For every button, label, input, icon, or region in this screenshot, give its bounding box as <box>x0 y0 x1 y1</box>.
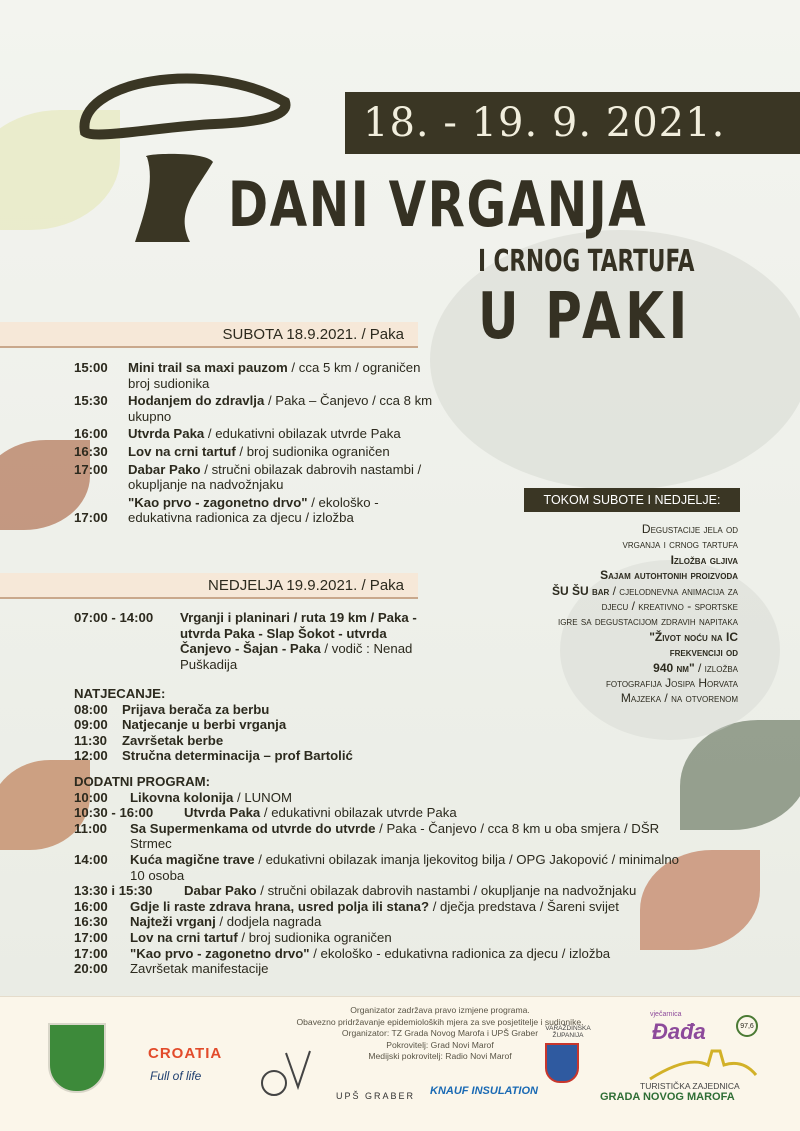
program-row: 20:00 Završetak manifestacije <box>74 961 269 977</box>
saturday-program <box>74 360 434 528</box>
both-days-line: fotografija Josipa Horvata <box>605 676 738 691</box>
footer-note-line: Pokrovitelj: Grad Novi Marof <box>386 1039 494 1050</box>
program-title: "Kao prvo - zagonetno drvo" <box>128 494 308 510</box>
program-title: Dabar Pako <box>128 461 201 477</box>
program-row: 17:00 Lov na crni tartuf / broj sudionika ograničen <box>74 929 392 945</box>
both-days-line: Izložba gljiva <box>670 552 738 567</box>
program-title: Hodanjem do zdravlja <box>128 393 265 409</box>
program-row <box>74 610 434 672</box>
extra-program-label: DODATNI PROGRAM: <box>74 774 211 789</box>
both-days-line: 940 nm" / izložba <box>653 660 738 675</box>
program-row: 14:00 Kuća magične trave / edukativni obilazak imanja ljekovitog bilja / OPG Jakopović / minimalno 10 osoba <box>74 851 680 883</box>
footer-note-line: Obavezno pridržavanje epidemioloških mjera za sve posjetitelje i sudionike. <box>296 1016 584 1027</box>
program-time: 16:00 <box>74 426 108 442</box>
both-days-line: vrganja i crnog tartufa <box>622 537 738 552</box>
program-time: 16:30 <box>74 914 108 930</box>
sunday-label: NEDJELJA 19.9.2021. / Paka <box>208 576 404 594</box>
program-row: 11:00 Sa Supermenkama od utvrde do utvrde / Paka - Čanjevo / cca 8 km u oba smjera / DŠR Strmec <box>74 820 660 852</box>
program-time: 17:00 <box>74 510 108 526</box>
program-time: 15:30 <box>74 393 108 409</box>
tz-subtitle: TURISTIČKA ZAJEDNICA <box>640 1081 740 1091</box>
footer <box>0 996 800 1131</box>
both-days-line: djecu / kreativno - sportske <box>601 599 738 614</box>
program-title: Mini trail sa maxi pauzom <box>128 360 288 375</box>
program-time: 11:00 <box>74 820 108 836</box>
saturday-header <box>0 322 418 348</box>
program-row: 17:00 "Kao prvo - zagonetno drvo" / ekološko - edukativna radionica za djecu / izložba <box>74 945 611 961</box>
program-time: 15:00 <box>74 360 108 375</box>
program-row <box>74 444 434 460</box>
dada-subtitle: vječarnica <box>650 1011 682 1018</box>
program-title: Utvrda Paka <box>128 426 205 442</box>
both-days-line: ŠU ŠU bar / cjelodnevna animacija za <box>551 583 738 598</box>
ups-graber-text: UPŠ GRABER <box>336 1091 416 1101</box>
program-row <box>74 495 434 511</box>
footer-note-line: Organizator: TZ Grada Novog Marofa i UPŠ Graber <box>341 1028 539 1039</box>
both-days-line: Majzeka / na otvorenom <box>620 691 738 706</box>
footer-note-line: Medijski pokrovitelj: Radio Novi Marof <box>368 1051 512 1062</box>
program-row: 16:00 Gdje li raste zdrava hrana, usred polja ili stana? / dječja predstava / Šareni svijet <box>74 898 619 914</box>
both-days-label: TOKOM SUBOTE I NEDJELJE: <box>543 493 721 507</box>
program-time: 11:30 <box>74 732 108 748</box>
both-days-line: Sajam autohtonih proizvoda <box>600 568 738 583</box>
graber-logo-icon <box>258 1043 314 1099</box>
event-subtitle: I CRNOG TARTUFA <box>478 244 695 279</box>
event-date: 18. - 19. 9. 2021. <box>363 100 726 146</box>
program-title: Vrganji i planinari / ruta 19 km / Paka - utvrda Paka - Slap Šokot - utvrda Čanjevo - Šajan - Paka <box>180 610 417 657</box>
program-title: Prijava berača za berbu <box>122 701 270 717</box>
program-title: Završetak berbe <box>122 732 224 748</box>
program-time: 12:00 <box>74 748 108 764</box>
sunday-header <box>0 573 418 599</box>
program-row <box>74 733 434 749</box>
event-title: DANI VRGANJA <box>228 168 648 241</box>
program-time: 10:00 <box>74 789 108 805</box>
county-label: VARAŽDINSKA ŽUPANIJA <box>545 1025 591 1039</box>
saturday-label: SUBOTA 18.9.2021. / Paka <box>222 325 404 343</box>
county-shield-icon <box>545 1043 579 1083</box>
program-title: Natjecanje u berbi vrganja <box>122 717 287 733</box>
sunday-hike <box>74 610 434 672</box>
program-time: 08:00 <box>74 701 108 717</box>
tz-logo: GRADA NOVOG MAROFA <box>600 1091 735 1103</box>
program-detail: / vodič : Nenad Puškadija <box>180 641 413 672</box>
program-detail: edukativna radionica za djecu / izložba <box>128 510 354 526</box>
program-time: 09:00 <box>74 717 108 733</box>
both-days-line: "Život noću na IC <box>649 629 738 644</box>
both-days-line: frekvenciji od <box>669 645 738 660</box>
event-date-banner <box>345 92 800 154</box>
program-title: Stručna determinacija – prof Bartolić <box>122 748 353 764</box>
program-time: 16:30 <box>74 443 108 459</box>
program-time: 10:30 - 16:00 <box>74 805 154 821</box>
knauf-logo: KNAUF INSULATION <box>430 1085 538 1097</box>
program-row <box>74 748 434 764</box>
extra-program-section <box>74 774 714 977</box>
program-time: 14:00 <box>74 851 108 867</box>
program-time: 17:00 <box>74 945 108 961</box>
full-of-life-text: Full of life <box>150 1069 202 1083</box>
footer-note-line: Organizator zadržava pravo izmjene programa. <box>350 1005 530 1015</box>
program-row: 10:30 - 16:00 Utvrda Paka / edukativni obilazak utvrde Paka <box>74 805 457 821</box>
program-row <box>74 426 434 442</box>
program-detail: / ekološko - <box>307 494 379 510</box>
dada-logo: Đađa <box>652 1019 706 1044</box>
novi-marof-crest-icon <box>48 1023 106 1093</box>
program-time: 16:00 <box>74 898 108 914</box>
program-time: 17:00 <box>74 461 108 477</box>
program-detail: / broj sudionika ograničen <box>235 443 390 459</box>
program-title: Lov na crni tartuf <box>128 443 236 459</box>
program-row <box>74 360 434 391</box>
program-row <box>74 393 434 424</box>
program-detail: / cca 5 km / ograničen broj sudionika <box>128 360 421 391</box>
program-time: 07:00 - 14:00 <box>74 610 154 625</box>
program-row: 13:30 i 15:30 Dabar Pako / stručni obilazak dabrovih nastambi / okupljanje na nadvožnjaku <box>74 883 637 899</box>
program-time: 13:30 i 15:30 <box>74 883 153 899</box>
both-days-line: igre sa degustacijom zdravih napitaka <box>557 614 738 629</box>
tz-castle-icon <box>648 1045 758 1081</box>
both-days-list <box>470 522 738 707</box>
program-detail: / stručni obilazak dabrovih nastambi / okupljanje na nadvožnjaku <box>128 461 422 493</box>
program-row: 16:30 Najteži vrganj / dodjela nagrada <box>74 914 322 930</box>
program-row <box>74 717 434 733</box>
radio-logo: 97,6 <box>736 1015 758 1037</box>
program-row <box>74 510 434 526</box>
competition-label: NATJECANJE: <box>74 686 166 701</box>
program-detail: / edukativni obilazak utvrde Paka <box>204 426 401 442</box>
program-row: 10:00 Likovna kolonija / LUNOM <box>74 789 292 805</box>
program-row <box>74 702 434 718</box>
competition-section <box>74 686 434 764</box>
program-detail: / Paka – Čanjevo / cca 8 km ukupno <box>128 393 433 424</box>
program-time: 17:00 <box>74 929 108 945</box>
both-days-line: Degustacije jela od <box>641 522 738 536</box>
event-place: U PAKI <box>478 280 692 354</box>
program-time <box>74 495 128 511</box>
croatia-logo: CROATIA <box>148 1045 223 1062</box>
both-days-header <box>524 488 740 512</box>
program-row <box>74 462 434 493</box>
program-time: 20:00 <box>74 961 108 977</box>
